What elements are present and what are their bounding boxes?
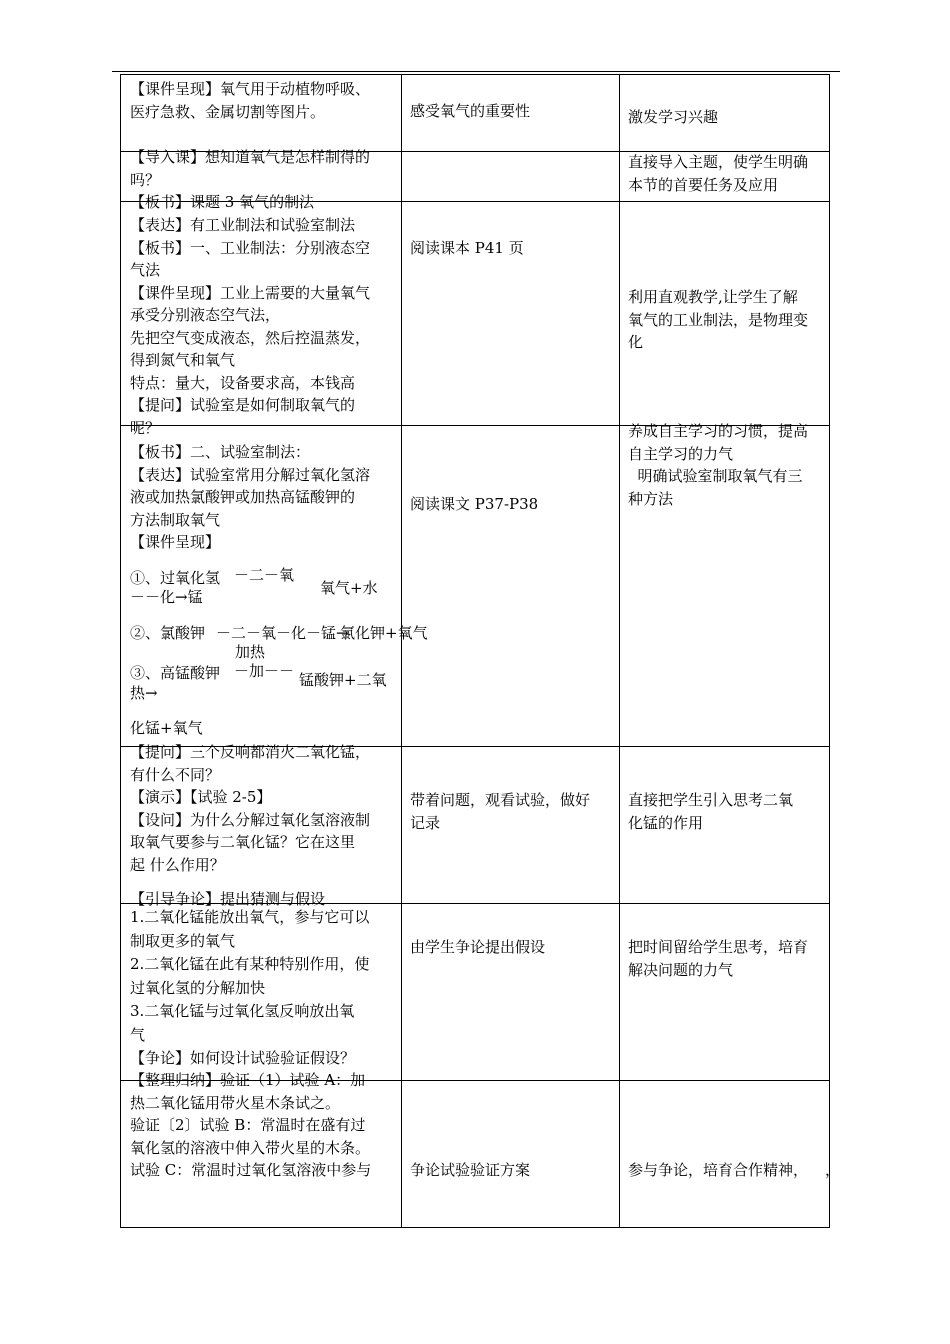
equation-3-reactant: ③、高锰酸钾 bbox=[130, 664, 221, 682]
text-line: 【表达】有工业制法和试验室制法 bbox=[130, 216, 356, 234]
text-line: 本节的首要任务及应用 bbox=[628, 175, 779, 194]
text-line: 养成自主学习的习惯，提高 bbox=[628, 422, 809, 440]
row6-design-intent bbox=[628, 936, 828, 981]
row3-design-intent bbox=[628, 286, 828, 354]
stray-comma-mark: ， bbox=[825, 1161, 841, 1179]
text-line: 热二氧化锰用带火星木条试之。 bbox=[130, 1093, 341, 1112]
row4-design-intent bbox=[628, 420, 828, 510]
text-line: 承受分别液态空气法， bbox=[130, 306, 281, 324]
text-line: 【板书】二、试验室制法： bbox=[130, 443, 311, 461]
text-line: 种方法 bbox=[628, 489, 674, 508]
row1-teacher-activity bbox=[130, 78, 396, 123]
text-line: 争论试验验证方案 bbox=[410, 1161, 531, 1179]
text-line: 阅读课本 P41 页 bbox=[410, 239, 524, 257]
text-line: 【演示】【试验 2-5】 bbox=[130, 788, 272, 806]
text-line: 氧化氢的溶液中伸入带火星的木条。 bbox=[130, 1138, 371, 1157]
text-line: 得到氮气和氧气 bbox=[130, 351, 236, 369]
row7-design-intent bbox=[628, 1159, 828, 1182]
row1-design-intent bbox=[628, 106, 828, 129]
page-top-rule bbox=[112, 71, 840, 72]
text-line: 1.二氧化锰能放出氧气，参与它可以 bbox=[130, 908, 370, 926]
text-line: 【课件呈现】 bbox=[130, 533, 221, 551]
text-line: 【板书】课题 3 氧气的制法 bbox=[130, 193, 315, 211]
row6-teacher-activity bbox=[130, 906, 396, 1071]
text-line: 阅读课文 P37-P38 bbox=[410, 495, 539, 513]
text-line: 参与争论，培育合作精神， bbox=[628, 1161, 809, 1179]
text-line: 【提问】试验室是如何制取氧气的 bbox=[130, 396, 356, 414]
row2-teacher-activity bbox=[130, 146, 396, 214]
text-line: 2.二氧化锰在此有某种特别作用，使 bbox=[130, 955, 370, 973]
text-line: 利用直观教学,让学生了解 bbox=[628, 288, 798, 306]
text-line: 感受氧气的重要性 bbox=[410, 102, 531, 120]
text-line: 化 bbox=[628, 333, 644, 351]
text-line: 吗？ bbox=[130, 170, 161, 189]
text-line: 医疗急救、金属切割等图片。 bbox=[130, 102, 326, 121]
equation-1-reactant: ①、过氧化氢 bbox=[130, 569, 221, 587]
row3-teacher-activity bbox=[130, 214, 396, 439]
row7-teacher-activity bbox=[130, 1069, 396, 1182]
text-line: 激发学习兴趣 bbox=[628, 108, 719, 126]
text-line: 特点：量大，设备要求高，本钱高 bbox=[130, 373, 356, 392]
text-line: 方法制取氧气 bbox=[130, 510, 221, 529]
text-line: 气 bbox=[130, 1025, 146, 1044]
equation-1-arrow-continuation: －－化→锰 bbox=[130, 588, 203, 606]
text-line: 【提问】三个反响都消火二氧化锰， bbox=[130, 743, 371, 761]
row7-student-activity bbox=[410, 1159, 618, 1182]
row4-teacher-activity bbox=[130, 441, 396, 554]
row1-student-activity bbox=[410, 100, 618, 123]
text-line: 试验 C：常温时过氧化氢溶液中参与 bbox=[130, 1161, 372, 1179]
text-line: 记录 bbox=[410, 813, 441, 832]
equation-1-products: 氧气+水 bbox=[320, 579, 378, 597]
text-line: 过氧化氢的分解加快 bbox=[130, 978, 266, 997]
column-divider-2 bbox=[619, 75, 620, 1227]
text-line: 3.二氧化锰与过氧化氢反响放出氧 bbox=[130, 1002, 355, 1020]
text-line: 化锰的作用 bbox=[628, 813, 704, 832]
equation-3-products-continuation: 化锰+氧气 bbox=[130, 719, 203, 737]
text-line: 把时间留给学生思考，培育 bbox=[628, 938, 809, 956]
row2-design-intent bbox=[628, 151, 828, 196]
text-line: 有什么不同？ bbox=[130, 765, 221, 784]
text-line: 【表达】试验室常用分解过氧化氢溶 bbox=[130, 465, 371, 484]
equation-2-reactant: ②、氯酸钾 bbox=[130, 624, 206, 642]
text-line: 先把空气变成液态，然后控温蒸发， bbox=[130, 328, 371, 347]
equation-2-condition-heat: 加热 bbox=[235, 643, 266, 661]
text-line: 气法 bbox=[130, 261, 161, 279]
equation-1-arrow-catalyst: －二－氧 bbox=[234, 566, 295, 584]
text-line: 直接导入主题，使学生明确 bbox=[628, 153, 809, 171]
text-line: 起 什么作用？ bbox=[130, 855, 225, 874]
equation-3-arrow-condition: －加－－ bbox=[234, 662, 295, 680]
equation-3-arrow-continuation: 热→ bbox=[130, 684, 158, 702]
row5-design-intent bbox=[628, 789, 828, 834]
text-line: 【导入课】想知道氧气是怎样制得的 bbox=[130, 148, 371, 166]
text-line: 【课件呈现】氧气用于动植物呼吸、 bbox=[130, 80, 371, 98]
text-line: 解决问题的力气 bbox=[628, 960, 734, 979]
row5-teacher-activity bbox=[130, 741, 396, 911]
column-divider-1 bbox=[401, 75, 402, 1227]
text-line: 带着问题，观看试验，做好 bbox=[410, 791, 591, 809]
equation-2-products: 氯化钾+氧气 bbox=[340, 624, 428, 642]
row4-student-activity bbox=[410, 493, 618, 516]
text-line: 由学生争论提出假设 bbox=[410, 938, 546, 956]
text-line: 氧气的工业制法，是物理变 bbox=[628, 310, 809, 329]
equation-3-products: 锰酸钾+二氧 bbox=[299, 671, 387, 689]
row6-student-activity bbox=[410, 936, 618, 959]
text-line: 取氧气要参与二氧化锰？它在这里 bbox=[130, 833, 356, 851]
text-line: 液或加热氯酸钾或加热高锰酸钾的 bbox=[130, 488, 356, 506]
row5-student-activity bbox=[410, 789, 618, 834]
text-line: 【整理归纳】验证（1）试验 A：加 bbox=[130, 1071, 366, 1089]
text-line: 【课件呈现】工业上需要的大量氧气 bbox=[130, 283, 371, 302]
text-line: 自主学习的力气 bbox=[628, 444, 734, 463]
text-line: 【争论】如何设计试验验证假设？ bbox=[130, 1049, 356, 1067]
lesson-plan-table bbox=[120, 74, 841, 1228]
spacer-line bbox=[130, 876, 396, 888]
text-line: 【引导争论】提出猜测与假设 bbox=[130, 890, 326, 908]
text-line: 呢？ bbox=[130, 418, 161, 437]
text-line: 【设问】为什么分解过氧化氢溶液制 bbox=[130, 810, 371, 829]
text-line: 【板书】一、工业制法：分别液态空 bbox=[130, 238, 371, 257]
text-line: 验证〔2〕试验 B：常温时在盛有过 bbox=[130, 1116, 366, 1134]
text-line: 明确试验室制取氧气有三 bbox=[628, 467, 803, 485]
row3-student-activity bbox=[410, 237, 618, 260]
text-line: 直接把学生引入思考二氧 bbox=[628, 791, 794, 809]
text-line: 制取更多的氧气 bbox=[130, 931, 236, 950]
equation-2-arrow-catalyst: －二－氧－化－锰→ bbox=[216, 624, 349, 642]
